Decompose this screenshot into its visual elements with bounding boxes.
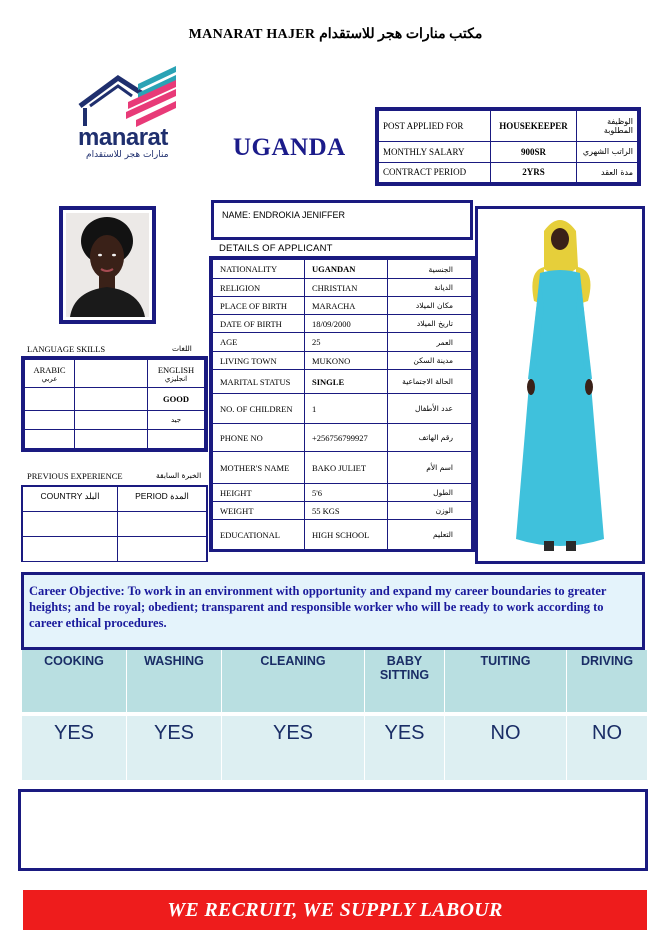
skill-value: NO [445, 714, 567, 780]
lang-empty-cell [25, 410, 75, 429]
detail-row [213, 484, 472, 502]
detail-row [213, 279, 472, 297]
detail-arabic: تاريخ الميلاد [388, 315, 472, 333]
arabic-language-cell [25, 360, 75, 388]
logo-subtitle: منارات هجر للاستقدام [86, 150, 169, 160]
detail-row [213, 333, 472, 352]
detail-value: HIGH SCHOOL [305, 520, 388, 550]
portrait-photo [66, 213, 149, 317]
lang-empty-cell [25, 429, 75, 448]
experience-table [21, 485, 208, 562]
detail-key: PHONE NO [213, 424, 305, 452]
skill-header: WASHING [127, 650, 222, 714]
detail-value: MUKONO [305, 352, 388, 370]
country-heading: UGANDA [233, 134, 346, 161]
detail-arabic: عدد الأطفال [388, 394, 472, 424]
arabic-language-label: ARABIC [33, 364, 66, 375]
lang-empty-cell [148, 429, 205, 448]
applicant-details-table [209, 256, 475, 552]
detail-row [213, 370, 472, 394]
detail-key: HEIGHT [213, 484, 305, 502]
career-objective: Career Objective: To work in an environment with opportunity and expand my career boundaries to greater heights; and be royal; obedient; transparent and responsible worker who will be ready to work according to career ethical procedures. [21, 572, 645, 650]
portrait-photo-frame [59, 206, 156, 324]
detail-arabic: مدينة السكن [388, 352, 472, 370]
page-title: MANARAT HAJER مكتب منارات هجر للاستقدام [188, 27, 483, 42]
english-level: GOOD [163, 393, 189, 404]
detail-row [213, 520, 472, 550]
post-label: POST APPLIED FOR [379, 111, 491, 142]
skill-header: CLEANING [222, 650, 365, 714]
experience-empty-cell [23, 512, 118, 537]
detail-value: SINGLE [305, 370, 388, 394]
detail-value: 1 [305, 394, 388, 424]
salary-arabic: الراتب الشهري [577, 142, 638, 162]
post-info-table [375, 107, 641, 186]
detail-row [213, 394, 472, 424]
detail-row [213, 352, 472, 370]
details-heading: DETAILS OF APPLICANT [219, 243, 333, 254]
detail-row [213, 315, 472, 333]
detail-key: DATE OF BIRTH [213, 315, 305, 333]
skill-value: YES [222, 714, 365, 780]
salary-row [379, 142, 638, 162]
english-language-cell [148, 360, 205, 388]
language-skills-heading: LANGUAGE SKILLS [27, 344, 106, 354]
experience-empty-cell [23, 537, 118, 562]
period-header: PERIOD المدة [118, 487, 207, 512]
language-skills-table [21, 356, 208, 452]
experience-empty-cell [118, 537, 207, 562]
skill-header: COOKING [22, 650, 127, 714]
recruit-banner: WE RECRUIT, WE SUPPLY LABOUR [23, 890, 647, 930]
detail-row [213, 452, 472, 484]
language-skills-heading-arabic: اللغات [172, 344, 192, 353]
detail-arabic: الديانة [388, 279, 472, 297]
post-arabic: الوظيفة المطلوبة [577, 111, 638, 142]
detail-value: MARACHA [305, 297, 388, 315]
detail-key: LIVING TOWN [213, 352, 305, 370]
english-level-arabic: جيد [148, 410, 205, 429]
salary-label: MONTHLY SALARY [379, 142, 491, 162]
detail-arabic: التعليم [388, 520, 472, 550]
skill-value: NO [567, 714, 648, 780]
detail-key: EDUCATIONAL [213, 520, 305, 550]
english-level-cell [148, 388, 205, 410]
lang-empty-cell [75, 410, 148, 429]
detail-arabic: الجنسية [388, 260, 472, 279]
detail-value: 55 KGS [305, 502, 388, 520]
contract-arabic: مدة العقد [577, 162, 638, 182]
detail-value: CHRISTIAN [305, 279, 388, 297]
experience-empty-cell [118, 512, 207, 537]
applicant-name-box: NAME: ENDROKIA JENIFFER [211, 200, 473, 240]
arabic-language-label-arabic: عربي [41, 374, 58, 383]
detail-value: BAKO JULIET [305, 452, 388, 484]
lang-empty-cell [75, 429, 148, 448]
detail-row [213, 502, 472, 520]
experience-heading-arabic: الخبرة السابقة [156, 471, 202, 480]
detail-arabic: رقم الهاتف [388, 424, 472, 452]
detail-row [213, 260, 472, 279]
detail-key: MARITAL STATUS [213, 370, 305, 394]
salary-value: 900SR [491, 142, 577, 162]
logo-wordmark: manarat [78, 124, 168, 151]
detail-key: RELIGION [213, 279, 305, 297]
detail-value: 18/09/2000 [305, 315, 388, 333]
detail-key: NO. OF CHILDREN [213, 394, 305, 424]
skill-value: YES [22, 714, 127, 780]
detail-arabic: مكان الميلاد [388, 297, 472, 315]
portrait-image [66, 213, 149, 317]
detail-arabic: العمر [388, 333, 472, 352]
post-value: HOUSEKEEPER [491, 111, 577, 142]
detail-arabic: الحالة الاجتماعية [388, 370, 472, 394]
contract-value: 2YRS [491, 162, 577, 182]
detail-row [213, 424, 472, 452]
skill-value: YES [127, 714, 222, 780]
detail-arabic: الوزن [388, 502, 472, 520]
skill-header: DRIVING [567, 650, 648, 714]
full-body-photo [478, 209, 642, 561]
lang-empty-cell [75, 388, 148, 410]
full-body-photo-frame [475, 206, 645, 564]
country-header: COUNTRY البلد [23, 487, 118, 512]
skill-value: YES [365, 714, 445, 780]
contract-row [379, 162, 638, 182]
english-language-label: ENGLISH [157, 364, 195, 375]
arabic-level-cell [75, 360, 148, 388]
detail-value: UGANDAN [305, 260, 388, 279]
skill-header: TUITING [445, 650, 567, 714]
detail-value: 5'6 [305, 484, 388, 502]
detail-arabic: اسم الأم [388, 452, 472, 484]
english-language-label-arabic: انجليزي [164, 374, 188, 383]
post-row [379, 111, 638, 142]
detail-key: WEIGHT [213, 502, 305, 520]
skill-header: BABY SITTING [365, 650, 445, 714]
detail-value: 25 [305, 333, 388, 352]
experience-heading: PREVIOUS EXPERIENCE [27, 471, 123, 481]
detail-value: +256756799927 [305, 424, 388, 452]
skills-table [21, 650, 648, 780]
notes-box [18, 789, 648, 871]
lang-empty-cell [25, 388, 75, 410]
detail-row [213, 297, 472, 315]
detail-key: PLACE OF BIRTH [213, 297, 305, 315]
detail-key: MOTHER'S NAME [213, 452, 305, 484]
detail-arabic: الطول [388, 484, 472, 502]
detail-key: NATIONALITY [213, 260, 305, 279]
contract-label: CONTRACT PERIOD [379, 162, 491, 182]
detail-key: AGE [213, 333, 305, 352]
